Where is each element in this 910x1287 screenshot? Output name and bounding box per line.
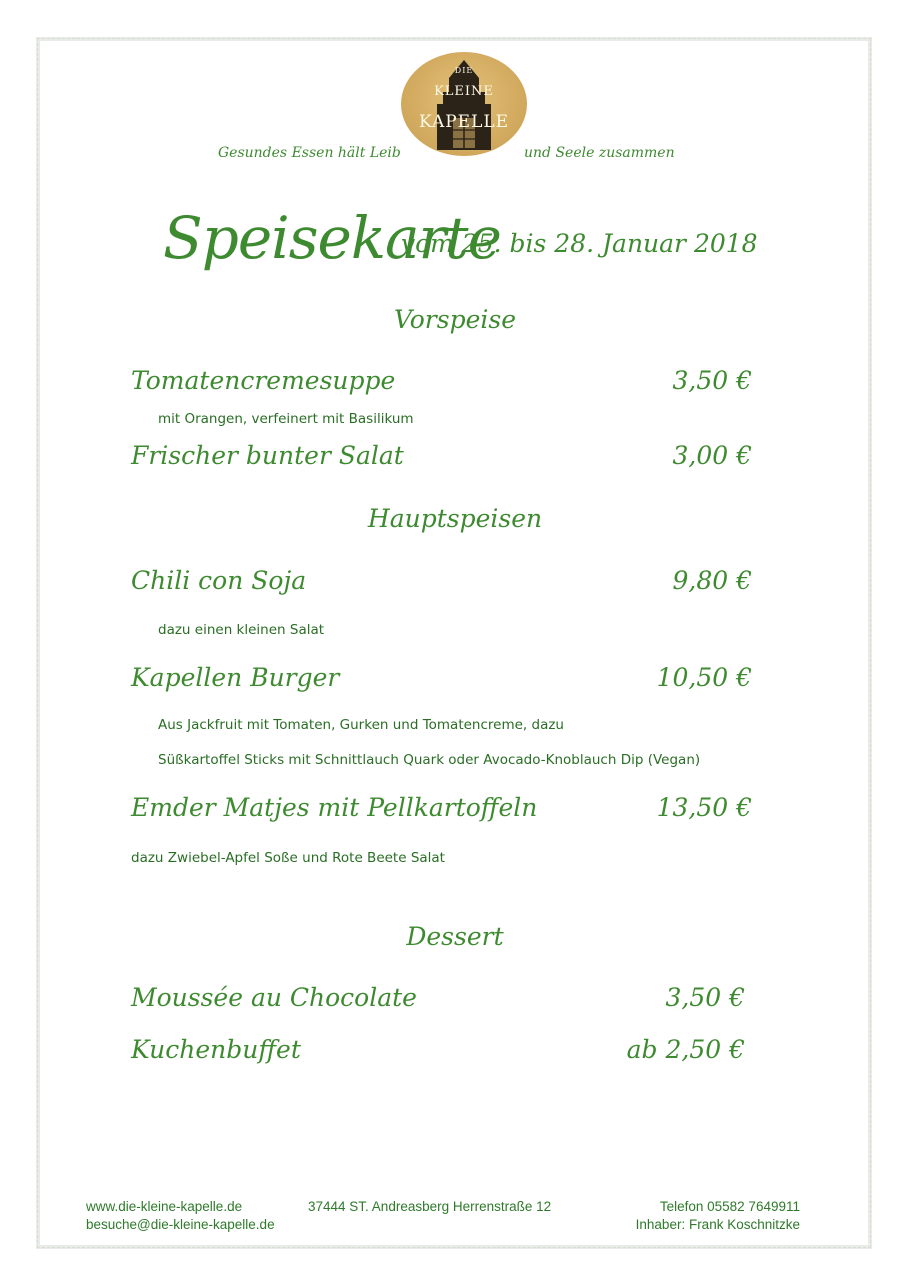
section-vorspeise: Vorspeise	[393, 305, 516, 334]
footer-address: 37444 ST. Andreasberg Herrenstraße 12	[308, 1199, 552, 1214]
dish-name-burger: Kapellen Burger	[131, 663, 340, 692]
footer-owner: Inhaber: Frank Koschnitzke	[635, 1217, 800, 1232]
motto-left: Gesundes Essen hält Leib	[218, 145, 401, 161]
dish-price-salat: 3,00 €	[672, 441, 752, 470]
motto-right: und Seele zusammen	[524, 145, 675, 161]
dish-price-kuchen: ab 2,50 €	[626, 1035, 745, 1064]
dish-desc-tomatensuppe: mit Orangen, verfeinert mit Basilikum	[158, 411, 414, 427]
footer-email[interactable]: besuche@die-kleine-kapelle.de	[86, 1217, 275, 1232]
section-hauptspeisen: Hauptspeisen	[367, 504, 543, 533]
dish-name-tomatensuppe: Tomatencremesuppe	[131, 366, 396, 395]
dish-desc-matjes: dazu Zwiebel-Apfel Soße und Rote Beete Salat	[131, 850, 445, 866]
dish-desc-burger-1: Aus Jackfruit mit Tomaten, Gurken und Tomatencreme, dazu	[158, 717, 564, 733]
section-dessert: Dessert	[406, 922, 504, 951]
dish-desc-chili: dazu einen kleinen Salat	[158, 622, 325, 638]
logo-text-kapelle: KAPELLE	[418, 112, 510, 132]
dish-price-matjes: 13,50 €	[656, 793, 752, 822]
dish-name-salat: Frischer bunter Salat	[131, 441, 404, 470]
footer-phone: Telefon 05582 7649911	[659, 1199, 800, 1214]
footer-website[interactable]: www.die-kleine-kapelle.de	[86, 1199, 243, 1214]
dish-price-burger: 10,50 €	[656, 663, 752, 692]
dish-name-kuchen: Kuchenbuffet	[131, 1035, 301, 1064]
dish-name-chili: Chili con Soja	[131, 566, 307, 595]
dish-price-mousse: 3,50 €	[665, 983, 745, 1012]
logo-text-die: DIE	[454, 66, 474, 75]
logo	[401, 52, 527, 156]
dish-name-mousse: Moussée au Chocolate	[131, 983, 417, 1012]
page-title: Speisekarte	[163, 204, 501, 272]
dish-price-chili: 9,80 €	[672, 566, 752, 595]
logo-text-kleine: KLEINE	[434, 84, 494, 99]
page-subtitle: vom 25. bis 28. Januar 2018	[401, 229, 758, 258]
dish-name-matjes: Emder Matjes mit Pellkartoffeln	[131, 793, 538, 822]
dish-desc-burger-2: Süßkartoffel Sticks mit Schnittlauch Quark oder Avocado-Knoblauch Dip (Vegan)	[158, 752, 701, 768]
dish-price-tomatensuppe: 3,50 €	[672, 366, 752, 395]
